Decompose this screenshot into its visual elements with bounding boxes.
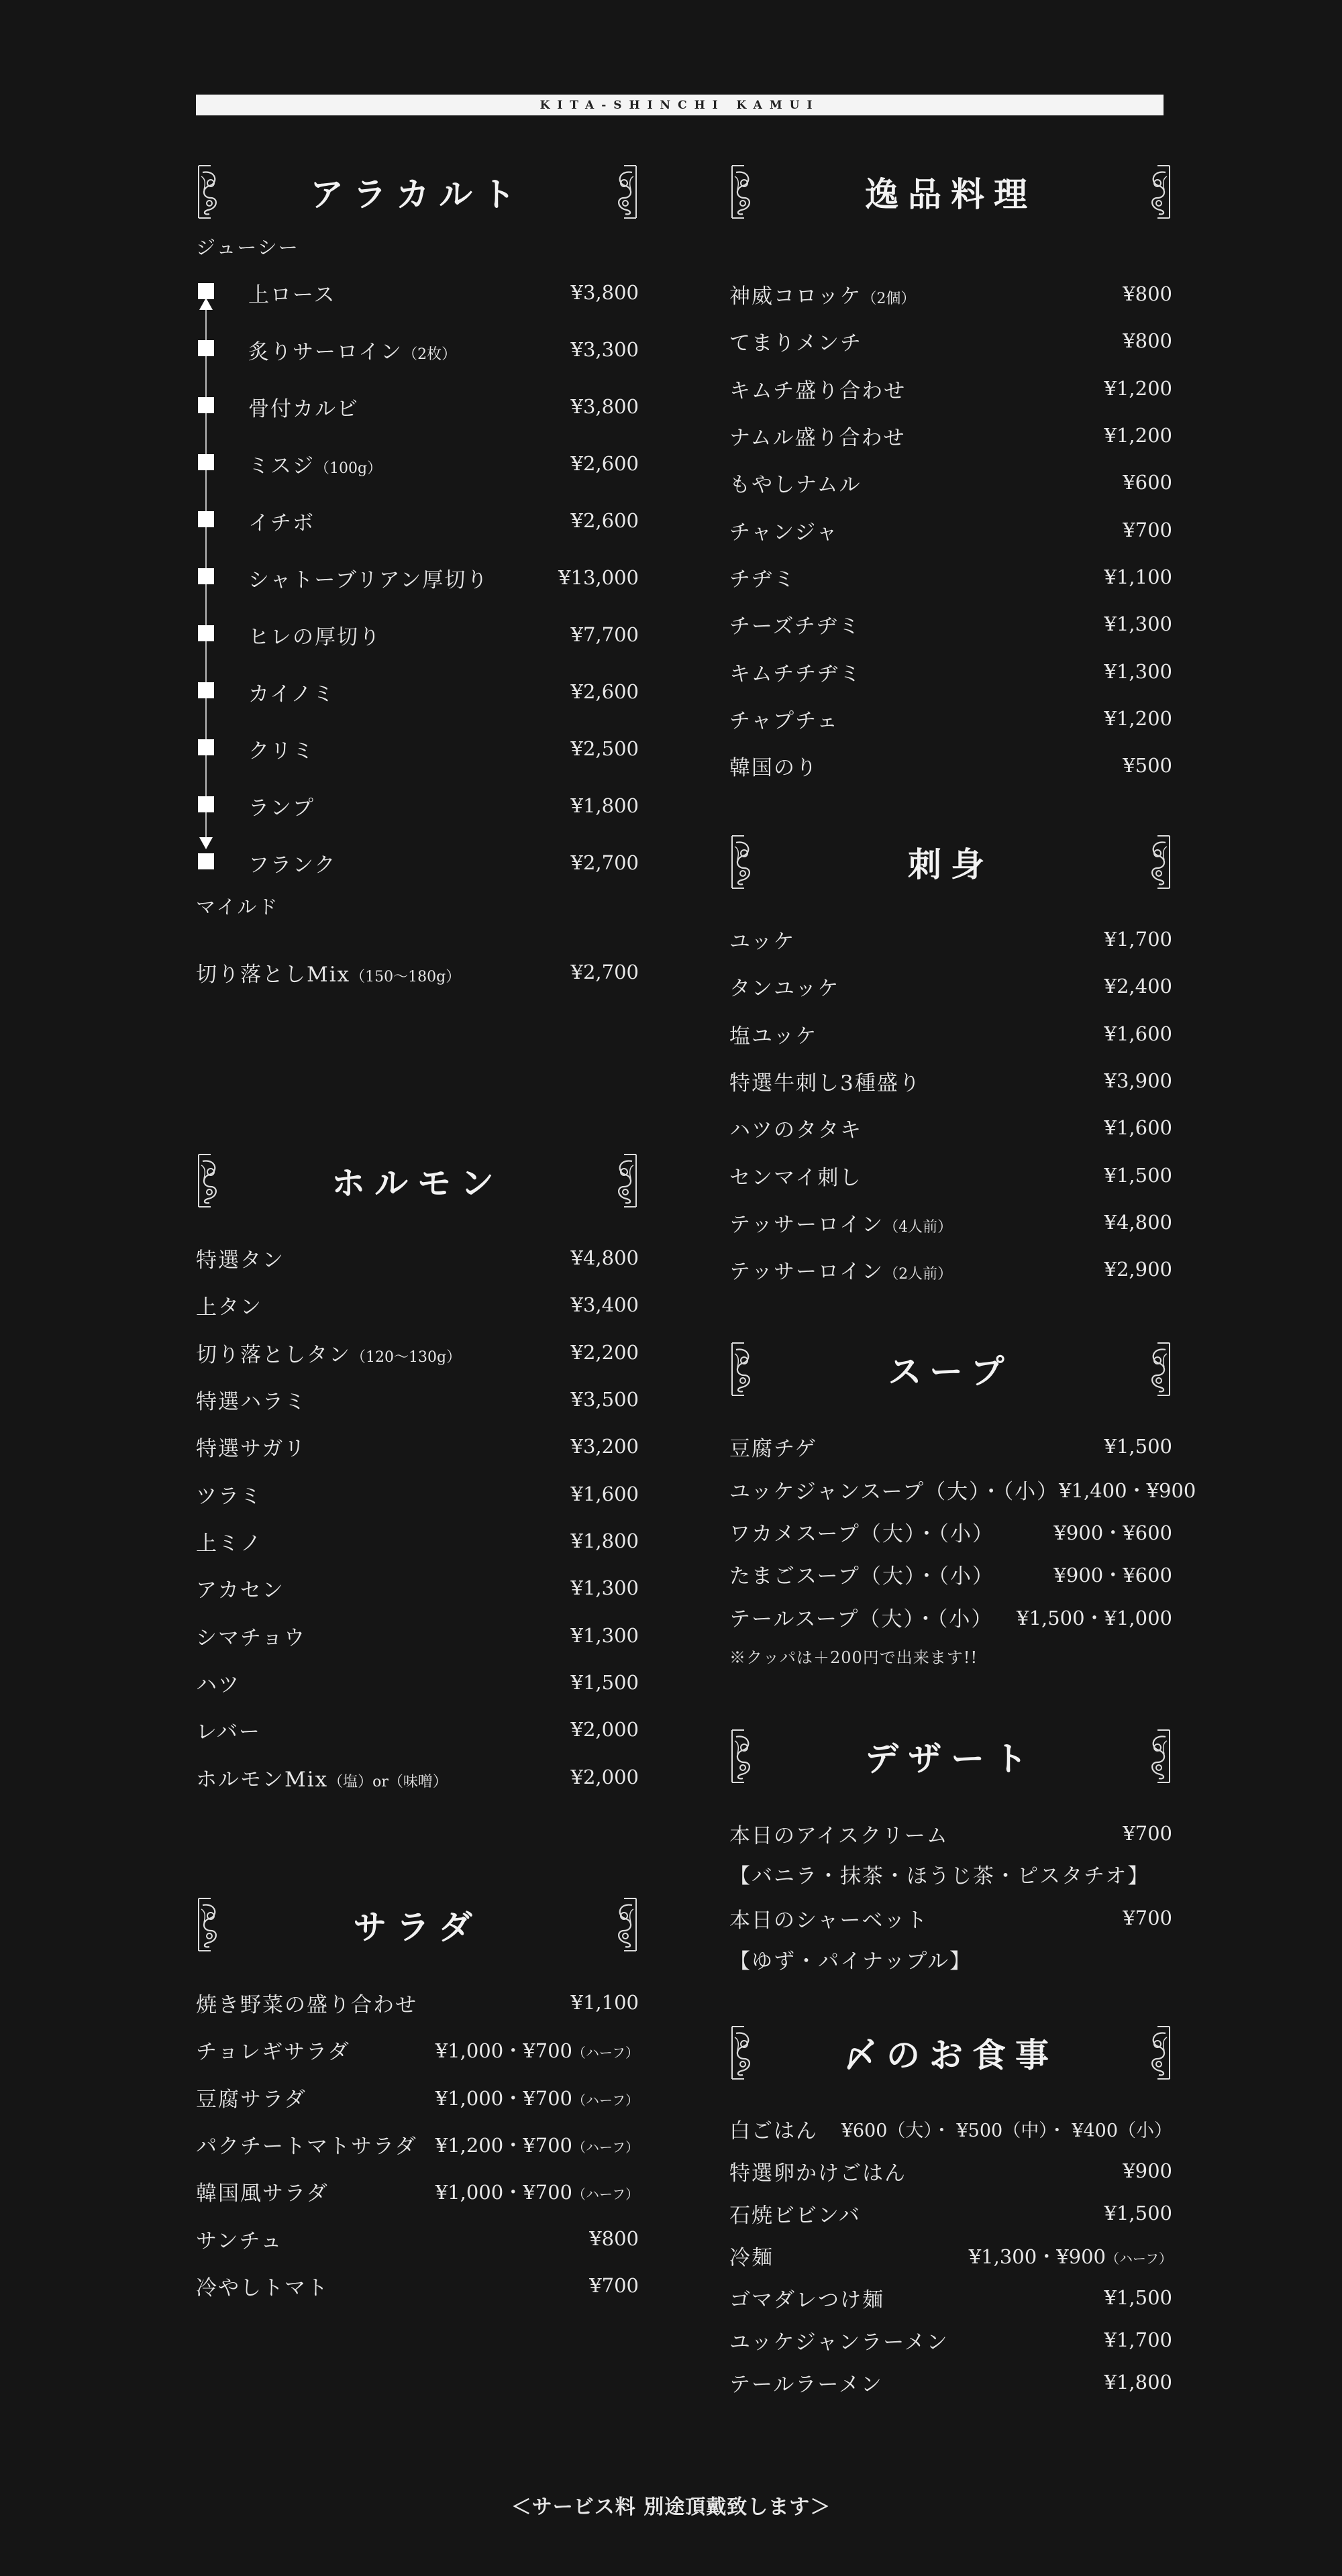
menu-item: 本日のシャーベット ¥700 (729, 1907, 1172, 1933)
menu-item: レバー ¥2,000 (196, 1718, 639, 1744)
ornament-icon (196, 1896, 221, 1953)
menu-item: 【ゆず・パイナップル】 (729, 1949, 972, 1974)
section-header-ippin (729, 163, 1172, 221)
menu-item: シャトーブリアン厚切り ¥13,000 (248, 566, 639, 592)
menu-item: テッサーロイン（2人前） ¥2,900 (729, 1258, 1172, 1284)
ornament-icon (1147, 1340, 1172, 1398)
menu-item: 石焼ビビンバ ¥1,500 (729, 2202, 1172, 2228)
menu-item: テールスープ（大）・（小） ¥1,500・¥1,000 (729, 1606, 1172, 1631)
mild-label: マイルド (196, 896, 279, 918)
menu-item: ハツ ¥1,500 (196, 1671, 639, 1697)
menu-item: チョレギサラダ ¥1,000・¥700（ハーフ） (196, 2039, 639, 2064)
menu-item: 冷麺 ¥1,300・¥900（ハーフ） (729, 2245, 1172, 2270)
menu-item: チャンジャ ¥700 (729, 519, 1172, 545)
square-marker (198, 454, 214, 470)
square-marker (198, 739, 214, 755)
menu-item: ナムル盛り合わせ ¥1,200 (729, 424, 1172, 450)
menu-item: 骨付カルビ ¥3,800 (248, 395, 639, 421)
menu-item: 冷やしトマト ¥700 (196, 2274, 639, 2300)
menu-item: キムチ盛り合わせ ¥1,200 (729, 377, 1172, 403)
ornament-icon (1147, 1727, 1172, 1785)
section-header-horumon (196, 1152, 639, 1210)
juicy-mild-scale (196, 275, 216, 865)
menu-item: シマチョウ ¥1,300 (196, 1624, 639, 1650)
arrow-down-icon (199, 837, 213, 849)
ornament-icon (729, 1727, 755, 1785)
menu-item: 上ミノ ¥1,800 (196, 1529, 639, 1556)
section-header-dessert (729, 1727, 1172, 1785)
square-marker (198, 283, 214, 299)
menu-item: ヒレの厚切り ¥7,700 (248, 623, 639, 649)
ornament-icon (613, 1152, 639, 1210)
menu-item: 上タン ¥3,400 (196, 1293, 639, 1320)
square-marker (198, 853, 214, 869)
menu-item: センマイ刺し ¥1,500 (729, 1164, 1172, 1190)
menu-item: てまりメンチ ¥800 (729, 329, 1172, 356)
menu-item: テッサーロイン（4人前） ¥4,800 (729, 1211, 1172, 1237)
section-header-soup (729, 1340, 1172, 1398)
arrow-up-icon (199, 298, 213, 310)
menu-item: 韓国のり ¥500 (729, 754, 1172, 780)
menu-item: 神威コロッケ（2個） ¥800 (729, 282, 1172, 309)
section-title: 〆のお食事 (843, 2035, 1058, 2075)
menu-item: たまごスープ（大）・（小） ¥900・¥600 (729, 1563, 1172, 1589)
section-header-salad (196, 1896, 639, 1953)
menu-item: 特選ハラミ ¥3,500 (196, 1388, 639, 1414)
menu-item: 特選タン ¥4,800 (196, 1246, 639, 1273)
square-marker (198, 796, 214, 812)
menu-item: イチボ ¥2,600 (248, 509, 639, 535)
menu-item: タンユッケ ¥2,400 (729, 975, 1172, 1001)
menu-item: 豆腐チゲ ¥1,500 (729, 1435, 1172, 1461)
menu-item: ハツのタタキ ¥1,600 (729, 1116, 1172, 1142)
menu-item: フランク ¥2,700 (248, 851, 639, 877)
ornament-icon (729, 2024, 755, 2082)
service-charge-note: ＜サービス料 別途頂戴致します＞ (511, 2496, 831, 2519)
menu-item: ミスジ（100g） ¥2,600 (248, 452, 639, 478)
menu-item: ワカメスープ（大）・（小） ¥900・¥600 (729, 1521, 1172, 1546)
ornament-icon (729, 833, 755, 891)
menu-item: 白ごはん ¥600（大）・ ¥500（中）・ ¥400（小） (729, 2118, 1172, 2143)
square-marker (198, 682, 214, 698)
menu-item: キムチチヂミ ¥1,300 (729, 660, 1172, 686)
section-title: デザート (865, 1739, 1037, 1778)
square-marker (198, 397, 214, 413)
store-banner: KITA-SHINCHI KAMUI (196, 95, 1164, 115)
juicy-label: ジューシー (196, 236, 299, 259)
menu-item: ランプ ¥1,800 (248, 794, 639, 820)
menu-item: もやしナムル ¥600 (729, 471, 1172, 497)
menu-item: 本日のアイスクリーム ¥700 (729, 1822, 1172, 1848)
section-title: スープ (888, 1352, 1014, 1391)
menu-item: 切り落としタン（120～130g） ¥2,200 (196, 1341, 639, 1367)
menu-item: 豆腐サラダ ¥1,000・¥700（ハーフ） (196, 2086, 639, 2112)
menu-item: アカセン ¥1,300 (196, 1576, 639, 1603)
menu-item: パクチートマトサラダ ¥1,200・¥700（ハーフ） (196, 2133, 639, 2159)
ornament-icon (196, 1152, 221, 1210)
menu-item: 特選サガリ ¥3,200 (196, 1435, 639, 1461)
menu-item: 特選卵かけごはん ¥900 (729, 2159, 1172, 2186)
menu-item: テールラーメン ¥1,800 (729, 2371, 1172, 2397)
menu-item: 特選牛刺し3種盛り ¥3,900 (729, 1069, 1172, 1095)
section-header-shime (729, 2024, 1172, 2082)
menu-item: ユッケジャンラーメン ¥1,700 (729, 2328, 1172, 2355)
ornament-icon (196, 163, 221, 221)
ornament-icon (1147, 2024, 1172, 2082)
section-header-alacarte (196, 163, 639, 221)
section-title: 刺身 (908, 845, 994, 884)
menu-item: チャプチェ ¥1,200 (729, 707, 1172, 733)
square-marker (198, 625, 214, 641)
menu-item: 【バニラ・抹茶・ほうじ茶・ピスタチオ】 (729, 1864, 1150, 1888)
menu-item: 切り落としMix（150～180g） ¥2,700 (196, 961, 639, 987)
menu-item: クリミ ¥2,500 (248, 737, 639, 763)
square-marker (198, 568, 214, 584)
menu-item: ユッケジャンスープ（大）・（小） ¥1,400・¥900 (729, 1479, 1196, 1504)
menu-item: 焼き野菜の盛り合わせ ¥1,100 (196, 1991, 639, 2017)
ornament-icon (1147, 833, 1172, 891)
square-marker (198, 340, 214, 356)
menu-item: カイノミ ¥2,600 (248, 680, 639, 706)
section-title: 逸品料理 (865, 174, 1037, 214)
menu-item: チーズチヂミ ¥1,300 (729, 612, 1172, 639)
menu-item: サンチュ ¥800 (196, 2227, 639, 2253)
section-header-sashimi (729, 833, 1172, 891)
menu-item: ホルモンMix（塩）or（味噌） ¥2,000 (196, 1766, 639, 1792)
ornament-icon (1147, 163, 1172, 221)
menu-item: 塩ユッケ ¥1,600 (729, 1022, 1172, 1049)
section-title: アラカルト (310, 174, 525, 214)
section-title: サラダ (353, 1907, 482, 1947)
menu-item: チヂミ ¥1,100 (729, 566, 1172, 592)
square-marker (198, 511, 214, 527)
kuppa-note: ※クッパは＋200円で出来ます!! (729, 1648, 978, 1667)
ornament-icon (729, 1340, 755, 1398)
menu-item: ツラミ ¥1,600 (196, 1483, 639, 1509)
menu-item: 韓国風サラダ ¥1,000・¥700（ハーフ） (196, 2180, 639, 2206)
ornament-icon (613, 163, 639, 221)
menu-item: 炙りサーロイン（2枚） ¥3,300 (248, 338, 639, 364)
menu-item: 上ロース ¥3,800 (248, 281, 639, 307)
menu-item: ユッケ ¥1,700 (729, 928, 1172, 954)
ornament-icon (729, 163, 755, 221)
menu-item: ゴマダレつけ麺 ¥1,500 (729, 2286, 1172, 2312)
section-title: ホルモン (331, 1163, 503, 1203)
ornament-icon (613, 1896, 639, 1953)
